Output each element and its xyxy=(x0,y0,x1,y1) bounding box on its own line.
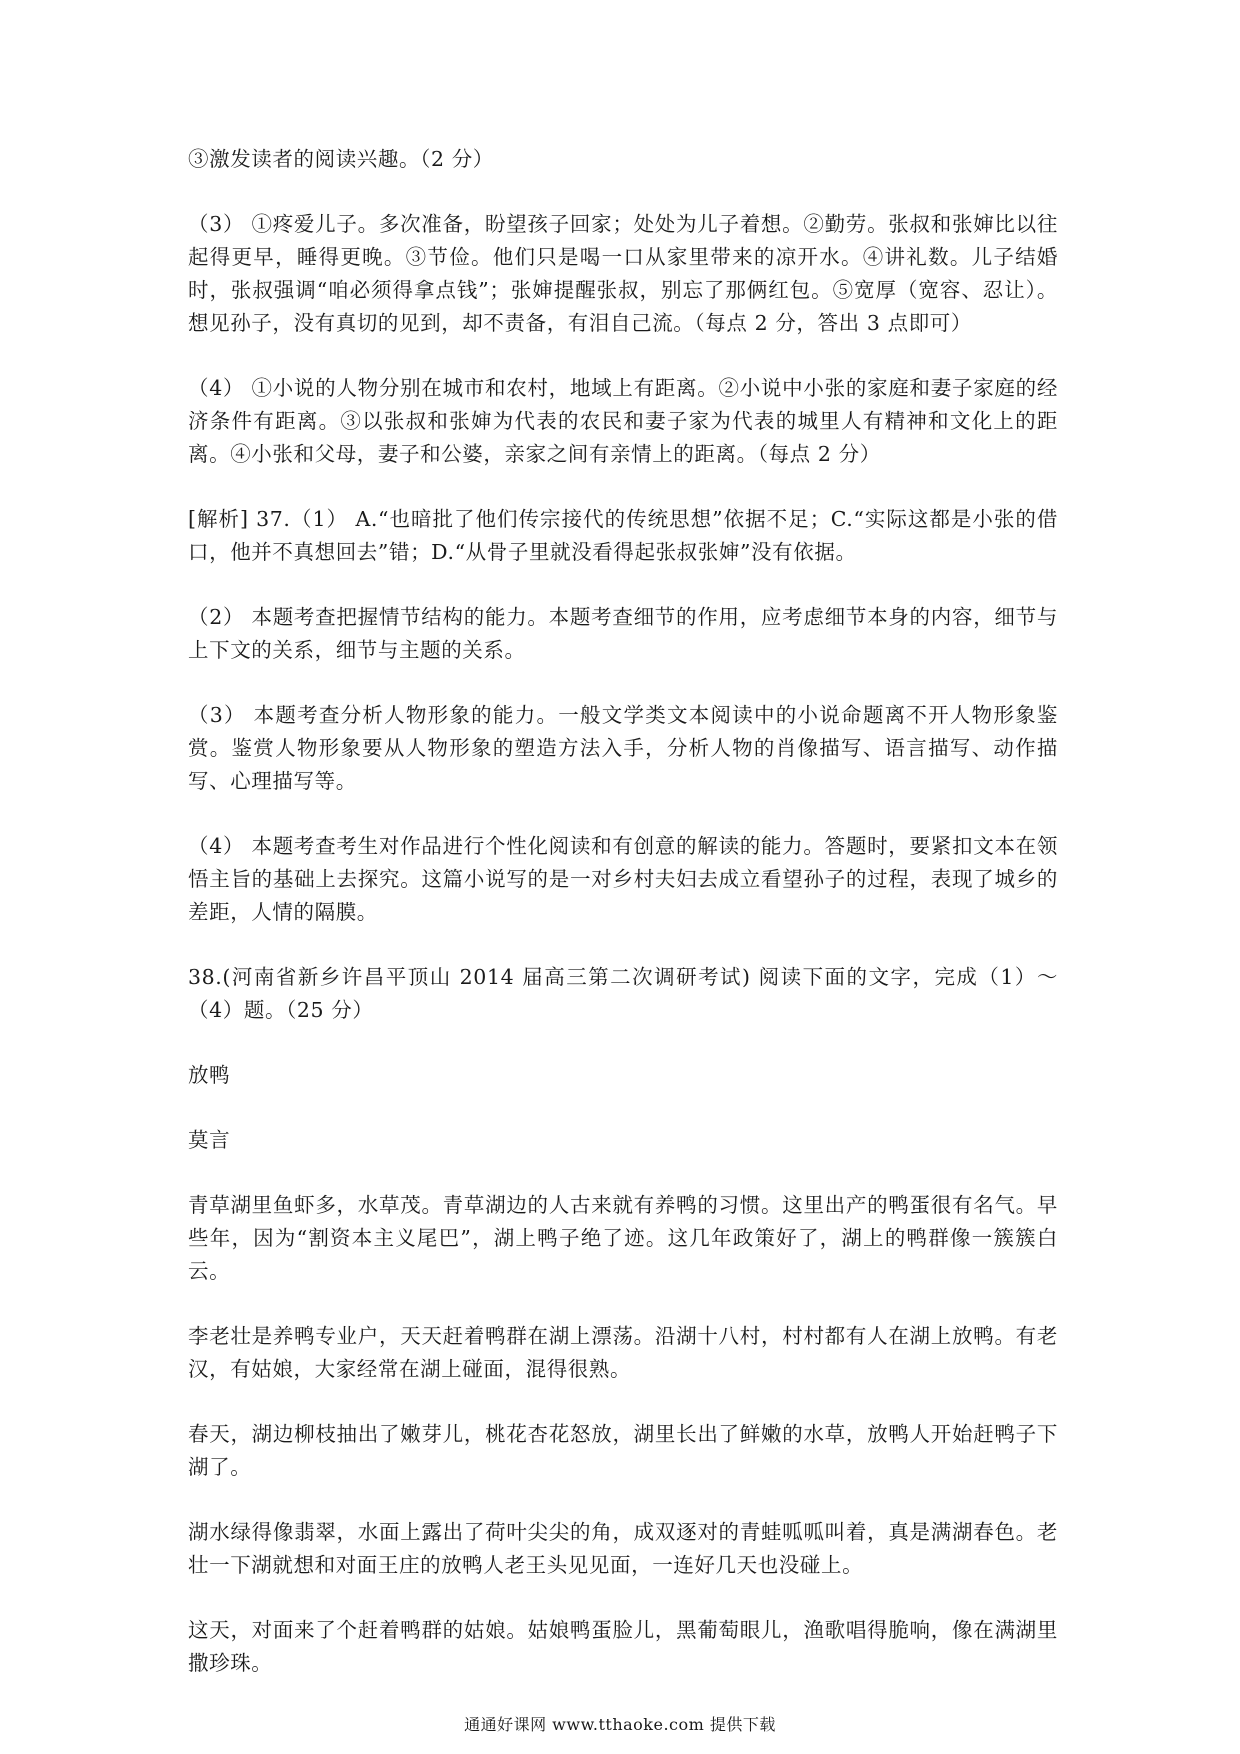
story-paragraph: 湖水绿得像翡翠，水面上露出了荷叶尖尖的角，成双逐对的青蛙呱呱叫着，真是满湖春色。老壮一下湖就想和对面王庄的放鸭人老王头见见面，一连好几天也没碰上。 xyxy=(188,1520,1058,1577)
story-paragraph: 春天，湖边柳枝抽出了嫩芽儿，桃花杏花怒放，湖里长出了鲜嫩的水草，放鸭人开始赶鸭子下湖了。 xyxy=(188,1422,1058,1479)
story-paragraph: 青草湖里鱼虾多，水草茂。青草湖边的人古来就有养鸭的习惯。这里出产的鸭蛋很有名气。早些年，因为“割资本主义尾巴”，湖上鸭子绝了迹。这几年政策好了，湖上的鸭群像一簇簇白云。 xyxy=(188,1193,1058,1283)
question-38-heading: 38.(河南省新乡许昌平顶山 2014 届高三第二次调研考试) 阅读下面的文字，完成（1）～（4）题。（25 分） xyxy=(188,965,1058,1022)
document-body xyxy=(188,143,1058,1712)
analysis-37-1-paragraph: [解析] 37.（1） A.“也暗批了他们传宗接代的传统思想”依据不足；C.“实际这都是小张的借口，他并不真想回去”错；D.“从骨子里就没看得起张叔张婶”没有依据。 xyxy=(188,507,1058,564)
page-footer: 通通好课网 www.tthaoke.com 提供下载 xyxy=(464,1715,776,1734)
analysis-37-4-paragraph: （4） 本题考查考生对作品进行个性化阅读和有创意的解读的能力。答题时，要紧扣文本在领悟主旨的基础上去探究。这篇小说写的是一对乡村夫妇去成立看望孙子的过程，表现了城乡的差距，人情的隔膜。 xyxy=(188,834,1058,924)
analysis-37-2-paragraph: （2） 本题考查把握情节结构的能力。本题考查细节的作用，应考虑细节本身的内容，细节与上下文的关系，细节与主题的关系。 xyxy=(188,605,1058,662)
answer-item-3-note: ③激发读者的阅读兴趣。（2 分） xyxy=(188,147,494,171)
answer-3-paragraph: （3） ①疼爱儿子。多次准备，盼望孩子回家；处处为儿子着想。②勤劳。张叔和张婶比以往起得更早，睡得更晚。③节俭。他们只是喝一口从家里带来的凉开水。④讲礼数。儿子结婚时，张叔强调“咱必须得拿点钱”；张婶提醒张叔，别忘了那俩红包。⑤宽厚（宽容、忍让）。想见孙子，没有真切的见到，却不责备，有泪自己流。（每点 2 分，答出 3 点即可） xyxy=(188,212,1058,335)
story-paragraph: 李老壮是养鸭专业户，天天赶着鸭群在湖上漂荡。沿湖十八村，村村都有人在湖上放鸭。有老汉，有姑娘，大家经常在湖上碰面，混得很熟。 xyxy=(188,1324,1058,1381)
story-paragraph: 这天，对面来了个赶着鸭群的姑娘。姑娘鸭蛋脸儿，黑葡萄眼儿，渔歌唱得脆响，像在满湖里撒珍珠。 xyxy=(188,1618,1058,1675)
story-author: 莫言 xyxy=(188,1128,231,1152)
story-title: 放鸭 xyxy=(188,1063,231,1087)
answer-4-paragraph: （4） ①小说的人物分别在城市和农村，地域上有距离。②小说中小张的家庭和妻子家庭的经济条件有距离。③以张叔和张婶为代表的农民和妻子家为代表的城里人有精神和文化上的距离。④小张和父母，妻子和公婆，亲家之间有亲情上的距离。（每点 2 分） xyxy=(188,376,1058,466)
analysis-37-3-paragraph: （3） 本题考查分析人物形象的能力。一般文学类文本阅读中的小说命题离不开人物形象鉴赏。鉴赏人物形象要从人物形象的塑造方法入手，分析人物的肖像描写、语言描写、动作描写、心理描写等。 xyxy=(188,703,1058,793)
